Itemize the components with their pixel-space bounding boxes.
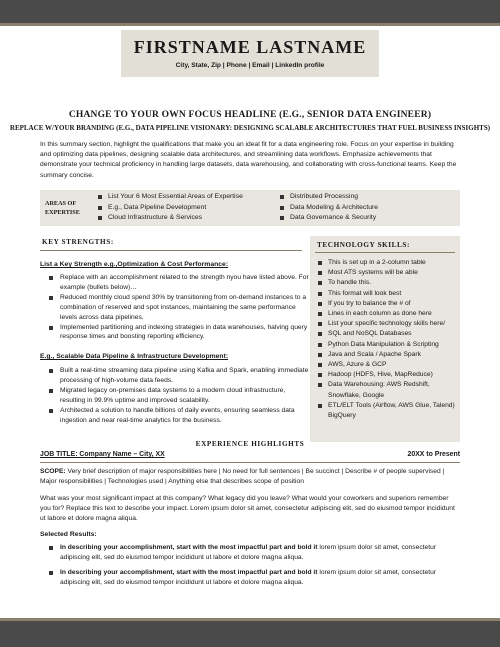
list-item: E.g., Data Pipeline Development xyxy=(96,203,276,214)
list-item: Replace with an accomplishment related to the strength nyou have listed above. For example (bullets below)… xyxy=(40,273,310,293)
list-item: Most ATS systems will be able xyxy=(316,268,460,278)
divider xyxy=(40,250,302,251)
square-bullet-icon xyxy=(318,363,322,367)
focus-headline: CHANGE TO YOUR OWN FOCUS HEADLINE (E.G., SENIOR DATA ENGINEER) xyxy=(68,110,432,120)
list-item: Distributed Processing xyxy=(278,192,458,203)
list-item: This format will look best xyxy=(316,289,460,299)
key-strengths-title: KEY STRENGTHS: xyxy=(42,238,114,246)
divider xyxy=(40,462,460,463)
list-item: Lines in each column as done here xyxy=(316,309,460,319)
list-item: In describing your accomplishment, start with the most impactful part and bold it lorem ipsum dolor sit amet, consectetur adipiscing elit, sed do eiusmod tempor incididunt ut labore et dolore magna aliqua. xyxy=(40,568,460,588)
bottom-band xyxy=(0,621,500,647)
square-bullet-icon xyxy=(318,353,322,357)
list-item: List your specific technology skills here/ xyxy=(316,319,460,329)
technology-skills-panel xyxy=(310,236,460,442)
impact-paragraph: What was your most significant impact at this company? What legacy did you leave? What would your coworkers and superiors remember you for? Replace this text to describe your impact. Lorem ipsum dolor sit amet, consectetur adipiscing elit, sed do eiusmod tempor incididunt ut labore et dolore magna aliqua. xyxy=(40,495,455,522)
expertise-column-2 xyxy=(278,192,458,224)
strength-heading-1: List a Key Strength e.g.,Optimization & Cost Performance: xyxy=(40,261,229,268)
square-bullet-icon xyxy=(280,216,284,220)
square-bullet-icon xyxy=(49,276,53,280)
list-item: Hadoop (HDFS, Hive, MapReduce) xyxy=(316,370,460,380)
list-item: Data Modeling & Architecture xyxy=(278,203,458,214)
square-bullet-icon xyxy=(49,369,53,373)
square-bullet-icon xyxy=(318,312,322,316)
job-dates: 20XX to Present xyxy=(407,451,460,458)
square-bullet-icon xyxy=(98,195,102,199)
candidate-name: FIRSTNAME LASTNAME xyxy=(133,37,367,57)
list-item: AWS, Azure & GCP xyxy=(316,360,460,370)
selected-results-list xyxy=(40,543,460,593)
square-bullet-icon xyxy=(98,206,102,210)
list-item: To handle this. xyxy=(316,278,460,288)
list-item: List Your 6 Most Essential Areas of Expertise xyxy=(96,192,276,203)
square-bullet-icon xyxy=(318,332,322,336)
square-bullet-icon xyxy=(280,195,284,199)
top-band xyxy=(0,0,500,23)
square-bullet-icon xyxy=(49,326,53,330)
strength-heading-2: E.g., Scalable Data Pipeline & Infrastructure Development: xyxy=(40,353,229,360)
list-item: Reduced monthly cloud spend 30% by transitioning from on-demand instances to a combination of reserved and spot instances, maintaining the same performance levels across data pipelines. xyxy=(40,293,310,323)
job-title: JOB TITLE: Company Name – City, XX xyxy=(40,451,165,458)
scope-text: Very brief description of major responsibilities here | No need for full sentences | Be succinct | Describe # of people supervised | Major responsibilities | Technologies used | Anything else that describes scope of position xyxy=(40,468,445,485)
areas-of-expertise-label: AREAS OF EXPERTISE xyxy=(45,200,80,216)
scope-paragraph xyxy=(40,467,460,487)
square-bullet-icon xyxy=(318,271,322,275)
technology-skills-list xyxy=(316,258,460,421)
list-item: Python Data Manipulation & Scripting xyxy=(316,340,460,350)
list-item: ETL/ELT Tools (Airflow, AWS Glue, Talend) BigQuery xyxy=(316,401,460,421)
list-item: Cloud Infrastructure & Services xyxy=(96,213,276,224)
square-bullet-icon xyxy=(318,343,322,347)
strength-list-2 xyxy=(40,366,310,425)
list-item: Implemented partitioning and indexing strategies in data warehouses, halving query response times and boosting reporting efficiency. xyxy=(40,323,310,343)
square-bullet-icon xyxy=(318,292,322,296)
square-bullet-icon xyxy=(318,373,322,377)
list-item: If you try to balance the # of xyxy=(316,299,460,309)
technology-skills-title: TECHNOLOGY SKILLS: xyxy=(317,241,411,249)
divider xyxy=(315,252,455,253)
square-bullet-icon xyxy=(280,206,284,210)
list-item: Data Warehousing: AWS Redshift, Snowflake, Google xyxy=(316,380,460,400)
experience-highlights-title: EXPERIENCE HIGHLIGHTS xyxy=(195,440,305,448)
list-item: Data Governance & Security xyxy=(278,213,458,224)
square-bullet-icon xyxy=(49,296,53,300)
list-item: In describing your accomplishment, start with the most impactful part and bold it lorem ipsum dolor sit amet, consectetur adipiscing elit, sed do eiusmod tempor incididunt ut labore et dolore magna aliqua. xyxy=(40,543,460,563)
square-bullet-icon xyxy=(318,322,322,326)
list-item: Java and Scala / Apache Spark xyxy=(316,350,460,360)
square-bullet-icon xyxy=(98,216,102,220)
square-bullet-icon xyxy=(318,261,322,265)
square-bullet-icon xyxy=(318,302,322,306)
selected-results-label: Selected Results: xyxy=(40,531,97,538)
square-bullet-icon xyxy=(49,546,53,550)
top-accent-line xyxy=(0,23,500,26)
areas-of-expertise-panel xyxy=(40,190,460,226)
strength-list-1 xyxy=(40,273,310,342)
summary-paragraph: In this summary section, highlight the qualifications that make you an ideal fit for a data engineering role. Focus on your expertise in building and optimizing data pipelines, designing scalable data architectures, and streamlining data workflows. Emphasize achievements that demonstrate your technical proficiency in handling large datasets, data warehousing, and collaborating with cross-functional teams. Keep the summary concise. xyxy=(40,141,457,179)
list-item: This is set up in a 2-column table xyxy=(316,258,460,268)
name-header-box xyxy=(121,30,379,77)
list-item: Built a real-time streaming data pipeline using Kafka and Spark, enabling immediate processing of high-volume data feeds. xyxy=(40,366,310,386)
contact-line: City, State, Zip | Phone | Email | LinkedIn profile xyxy=(175,62,325,69)
scope-label: SCOPE: xyxy=(40,468,66,475)
square-bullet-icon xyxy=(318,404,322,408)
square-bullet-icon xyxy=(49,409,53,413)
expertise-column-1 xyxy=(96,192,276,224)
square-bullet-icon xyxy=(49,389,53,393)
branding-subheadline: REPLACE W/YOUR BRANDING (E.G., DATA PIPELINE VISIONARY: DESIGNING SCALABLE ARCHITECTURES THAT FUEL BUSINESS INSIGHTS) xyxy=(9,124,491,132)
square-bullet-icon xyxy=(318,281,322,285)
list-item: SQL and NoSQL Databases xyxy=(316,329,460,339)
square-bullet-icon xyxy=(318,383,322,387)
list-item: Migrated legacy on-premises data systems to a modern cloud infrastructure, resulting in 99.9% uptime and improved scalability. xyxy=(40,386,310,406)
square-bullet-icon xyxy=(49,571,53,575)
list-item: Architected a solution to handle billions of daily events, ensuring seamless data ingestion and near real-time analytics for the business. xyxy=(40,406,310,426)
